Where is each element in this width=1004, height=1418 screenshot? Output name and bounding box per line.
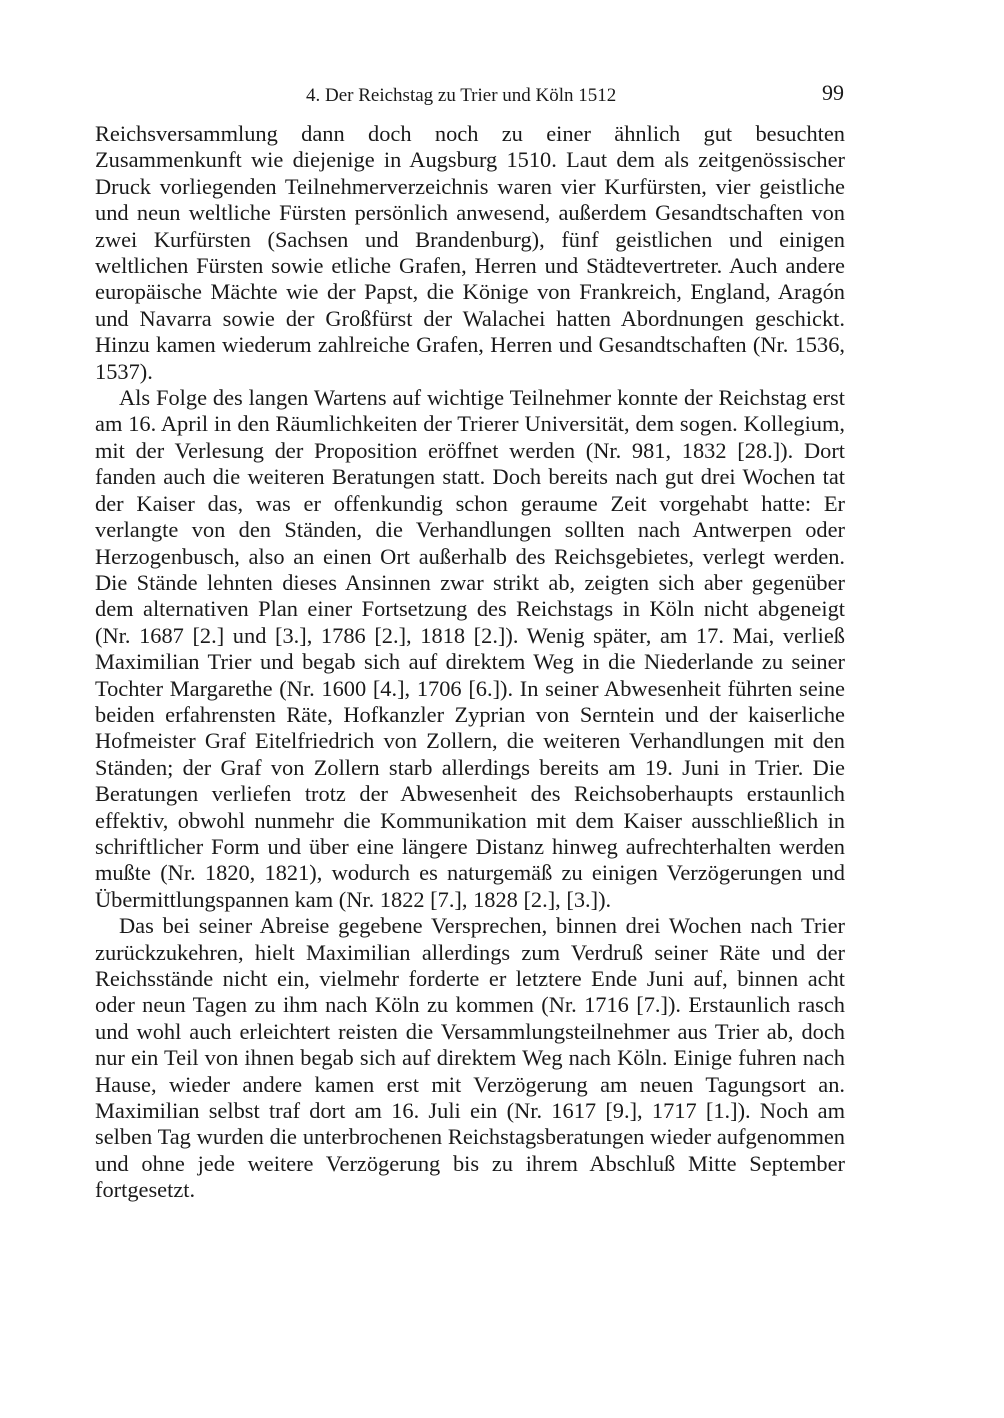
body-text [95, 121, 845, 1204]
running-title: 4. Der Reichstag zu Trier und Köln 1512 [306, 85, 617, 106]
running-header [95, 78, 845, 108]
paragraph-cologne-continuation: Das bei seiner Abreise gegebene Versprechen, binnen drei Wochen nach Trier zurückzukehren, hielt Maximilian allerdings zum Verdruß seiner Räte und der Reichsstände nicht ein, vielmehr forderte er letztere Ende Juni auf, binnen acht oder neun Tagen zu ihm nach Köln zu kommen (Nr. 1716 [7.]). Erstaunlich rasch und wohl auch erleichtert reisten die Versammlungsteilnehmer aus Trier ab, doch nur ein Teil von ihnen begab sich auf direktem Weg nach Köln. Einige fuhren nach Hause, wieder andere kamen erst mit Verzögerung am neuen Tagungsort an. Maximilian selbst traf dort am 16. Juli ein (Nr. 1617 [9.], 1717 [1.]). Noch am selben Tag wurden die unterbrochenen Reichstagsberatungen wieder aufgenommen und ohne jede weitere Verzögerung bis zu ihrem Abschluß Mitte September fortgesetzt. [95, 913, 845, 1203]
paragraph-continuation: Reichsversammlung dann doch noch zu einer ähnlich gut besuchten Zusammenkunft wie diejenige in Augsburg 1510. Laut dem als zeitgenössischer Druck vorliegenden Teilnehmerverzeichnis waren vier Kurfürsten, vier geistliche und neun weltliche Fürsten persönlich anwesend, außerdem Gesandtschaften von zwei Kurfürsten (Sachsen und Brandenburg), fünf geistlichen und einigen weltlichen Fürsten sowie etliche Grafen, Herren und Städtevertreter. Auch andere europäische Mächte wie der Papst, die Könige von Frankreich, England, Aragón und Navarra sowie der Großfürst der Walachei hatten Abordnungen geschickt. Hinzu kamen wiederum zahlreiche Grafen, Herren und Gesandtschaften (Nr. 1536, 1537). [95, 121, 845, 384]
paragraph-trier-proceedings: Als Folge des langen Wartens auf wichtige Teilnehmer konnte der Reichstag erst am 16. April in den Räumlichkeiten der Trierer Universität, dem sogen. Kollegium, mit der Verlesung der Proposition eröffnet werden (Nr. 981, 1832 [28.]). Dort fanden auch die weiteren Beratungen statt. Doch bereits nach gut drei Wochen tat der Kaiser das, was er offenkundig schon geraume Zeit vorgehabt hatte: Er verlangte von den Ständen, die Verhandlungen sollten nach Antwerpen oder Herzogenbusch, also an einen Ort außerhalb des Reichsgebietes, verlegt werden. Die Stände lehnten dieses Ansinnen zwar strikt ab, zeigten sich aber gegenüber dem alternativen Plan einer Fortsetzung des Reichstags in Köln nicht abgeneigt (Nr. 1687 [2.] und [3.], 1786 [2.], 1818 [2.]). Wenig später, am 17. Mai, verließ Maximilian Trier und begab sich auf direktem Weg in die Niederlande zu seiner Tochter Margarethe (Nr. 1600 [4.], 1706 [6.]). In seiner Abwesenheit führten seine beiden erfahrensten Räte, Hofkanzler Zyprian von Serntein und der kaiserliche Hofmeister Graf Eitelfriedrich von Zollern, die weiteren Verhandlungen mit den Ständen; der Graf von Zollern starb allerdings bereits am 19. Juni in Trier. Die Beratungen verliefen trotz der Abwesenheit des Reichsoberhaupts erstaunlich effektiv, obwohl nunmehr die Kommunikation mit dem Kaiser ausschließlich in schriftlicher Form und über eine längere Distanz hinweg aufrechterhalten werden mußte (Nr. 1820, 1821), wodurch es naturgemäß zu einigen Verzögerungen und Übermittlungspannen kam (Nr. 1822 [7.], 1828 [2.], [3.]). [95, 385, 845, 912]
page-number: 99 [822, 80, 844, 105]
